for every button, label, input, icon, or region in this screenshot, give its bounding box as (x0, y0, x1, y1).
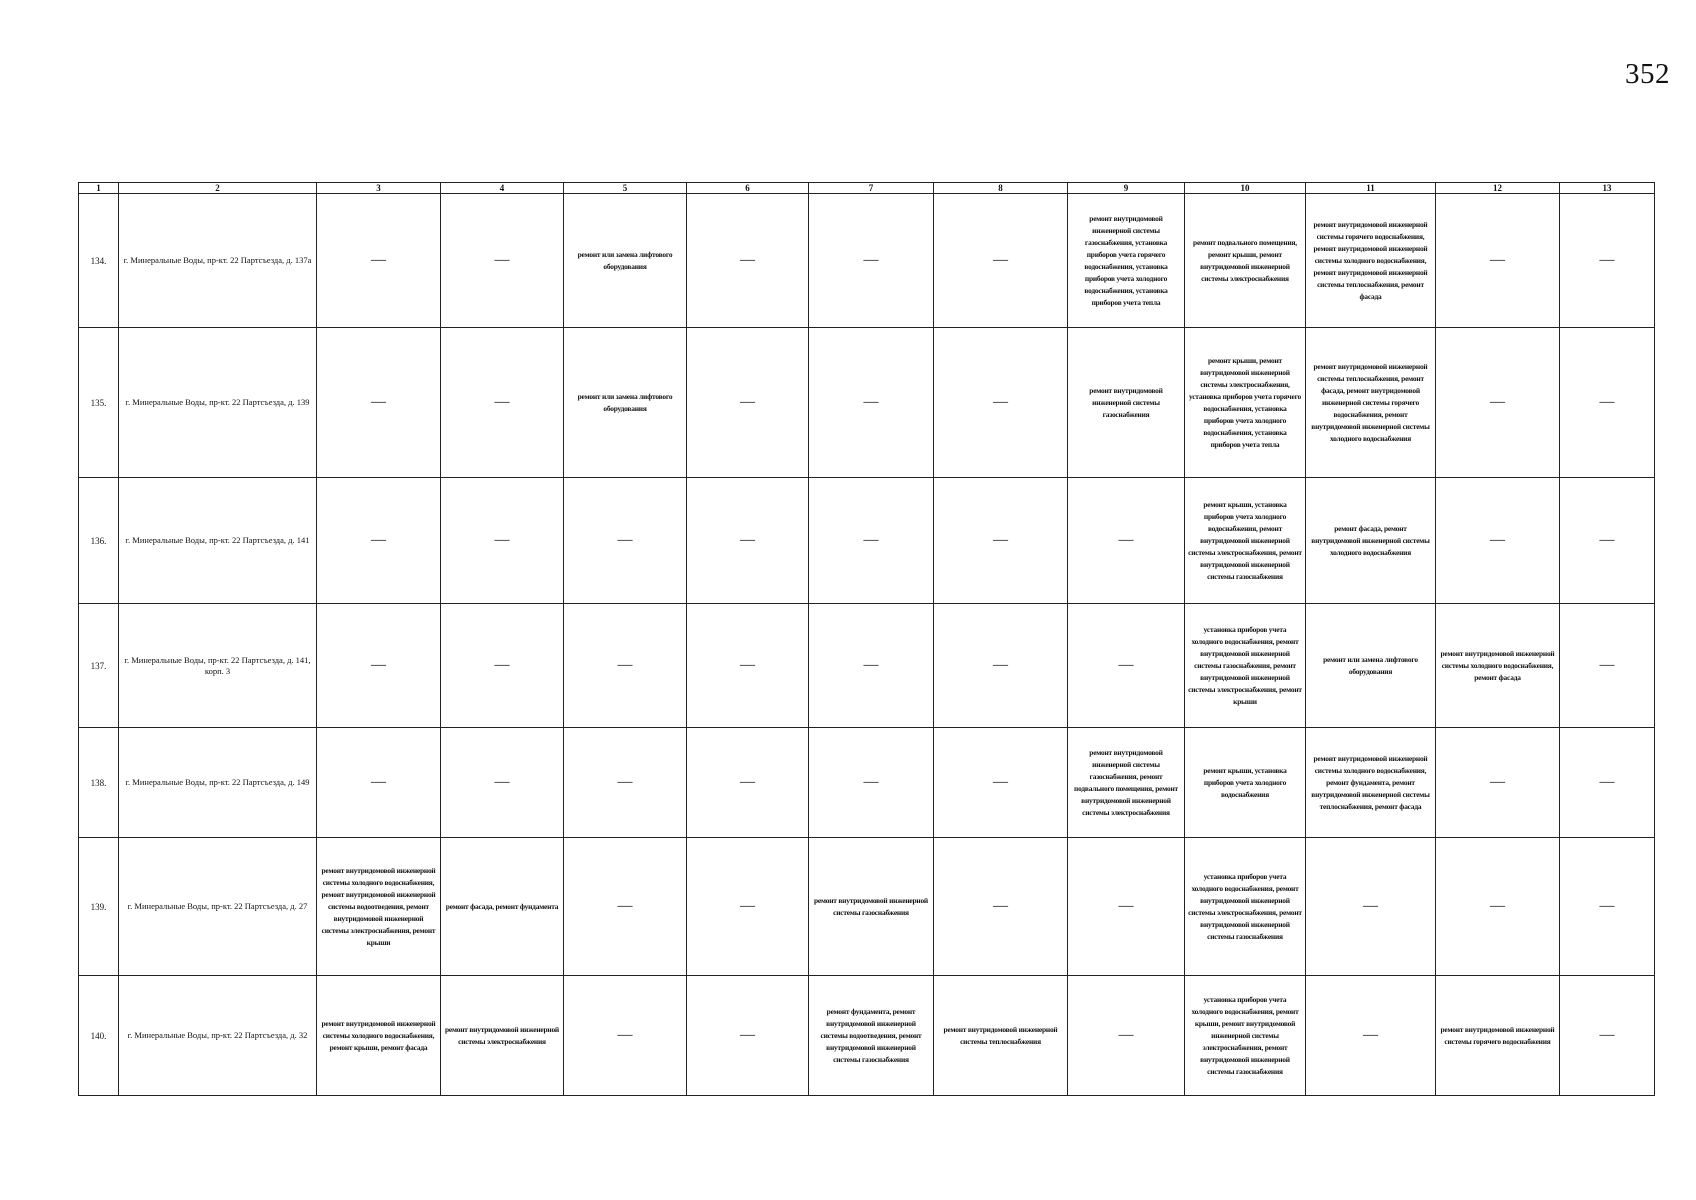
column-number-3: 3 (317, 183, 441, 194)
row-number: 137. (79, 604, 119, 728)
empty-cell-dash: — (1560, 194, 1655, 328)
repair-work-cell: ремонт внутридомовой инженерной системы холодного водоснабжения, ремонт фасада (1436, 604, 1560, 728)
building-address: г. Минеральные Воды, пр-кт. 22 Партсъезда, д. 32 (119, 976, 317, 1096)
repair-work-cell: ремонт внутридомовой инженерной системы холодного водоснабжения, ремонт фундамента, ремонт внутридомовой инженерной системы теплоснабжения, ремонт фасада (1306, 728, 1436, 838)
repair-work-cell: ремонт фасада, ремонт фундамента (441, 838, 564, 976)
column-number-6: 6 (687, 183, 809, 194)
empty-cell-dash: — (687, 838, 809, 976)
empty-cell-dash: — (441, 328, 564, 478)
column-number-7: 7 (809, 183, 934, 194)
column-number-8: 8 (934, 183, 1068, 194)
row-number: 134. (79, 194, 119, 328)
empty-cell-dash: — (1068, 838, 1185, 976)
empty-cell-dash: — (687, 728, 809, 838)
table-row (79, 604, 1655, 728)
repair-work-cell: ремонт крыши, установка приборов учета холодного водоснабжения, ремонт внутридомовой инженерной системы электроснабжения, ремонт внутридомовой инженерной системы газоснабжения (1185, 478, 1306, 604)
table-row (79, 478, 1655, 604)
empty-cell-dash: — (687, 976, 809, 1096)
repair-work-cell: ремонт внутридомовой инженерной системы теплоснабжения, ремонт фасада, ремонт внутридомовой инженерной системы горячего водоснабжения, ремонт внутридомовой инженерной системы холодного водоснабжения (1306, 328, 1436, 478)
empty-cell-dash: — (934, 728, 1068, 838)
empty-cell-dash: — (809, 194, 934, 328)
repair-work-cell: ремонт крыши, установка приборов учета холодного водоснабжения (1185, 728, 1306, 838)
repair-work-cell: ремонт внутридомовой инженерной системы газоснабжения (1068, 328, 1185, 478)
empty-cell-dash: — (1068, 976, 1185, 1096)
empty-cell-dash: — (1068, 604, 1185, 728)
repair-work-cell: ремонт внутридомовой инженерной системы газоснабжения (809, 838, 934, 976)
empty-cell-dash: — (1436, 838, 1560, 976)
empty-cell-dash: — (317, 194, 441, 328)
row-number: 139. (79, 838, 119, 976)
empty-cell-dash: — (1560, 976, 1655, 1096)
empty-cell-dash: — (1560, 838, 1655, 976)
repair-work-cell: установка приборов учета холодного водоснабжения, ремонт крыши, ремонт внутридомовой инженерной системы электроснабжения, ремонт внутридомовой инженерной системы газоснабжения (1185, 976, 1306, 1096)
repair-work-cell: ремонт внутридомовой инженерной системы теплоснабжения (934, 976, 1068, 1096)
table-row (79, 976, 1655, 1096)
empty-cell-dash: — (1560, 604, 1655, 728)
repair-work-cell: ремонт или замена лифтового оборудования (564, 328, 687, 478)
column-number-4: 4 (441, 183, 564, 194)
column-number-9: 9 (1068, 183, 1185, 194)
building-address: г. Минеральные Воды, пр-кт. 22 Партсъезда, д. 141 (119, 478, 317, 604)
empty-cell-dash: — (809, 604, 934, 728)
empty-cell-dash: — (809, 328, 934, 478)
repair-work-cell: ремонт фасада, ремонт внутридомовой инженерной системы холодного водоснабжения (1306, 478, 1436, 604)
table-row (79, 838, 1655, 976)
column-number-12: 12 (1436, 183, 1560, 194)
building-address: г. Минеральные Воды, пр-кт. 22 Партсъезда, д. 27 (119, 838, 317, 976)
empty-cell-dash: — (809, 728, 934, 838)
empty-cell-dash: — (1436, 478, 1560, 604)
repair-work-cell: ремонт внутридомовой инженерной системы газоснабжения, ремонт подвального помещения, ремонт внутридомовой инженерной системы электроснабжения (1068, 728, 1185, 838)
empty-cell-dash: — (687, 328, 809, 478)
page-number: 352 (1625, 58, 1670, 90)
repair-work-cell: ремонт внутридомовой инженерной системы горячего водоснабжения, ремонт внутридомовой инженерной системы холодного водоснабжения, ремонт внутридомовой инженерной системы теплоснабжения, ремонт фасада (1306, 194, 1436, 328)
column-number-row (79, 183, 1655, 194)
row-number: 135. (79, 328, 119, 478)
repair-work-cell: ремонт фундамента, ремонт внутридомовой инженерной системы водоотведения, ремонт внутридомовой инженерной системы газоснабжения (809, 976, 934, 1096)
building-address: г. Минеральные Воды, пр-кт. 22 Партсъезда, д. 149 (119, 728, 317, 838)
repair-work-cell: ремонт внутридомовой инженерной системы холодного водоснабжения, ремонт внутридомовой инженерной системы водоотведения, ремонт внутридомовой инженерной системы электроснабжения, ремонт крыши (317, 838, 441, 976)
column-number-2: 2 (119, 183, 317, 194)
table-body (79, 194, 1655, 1096)
empty-cell-dash: — (564, 728, 687, 838)
repair-work-cell: установка приборов учета холодного водоснабжения, ремонт внутридомовой инженерной системы газоснабжения, ремонт внутридомовой инженерной системы электроснабжения, ремонт крыши (1185, 604, 1306, 728)
building-address: г. Минеральные Воды, пр-кт. 22 Партсъезда, д. 139 (119, 328, 317, 478)
empty-cell-dash: — (934, 604, 1068, 728)
empty-cell-dash: — (934, 328, 1068, 478)
column-number-1: 1 (79, 183, 119, 194)
repair-work-cell: ремонт внутридомовой инженерной системы горячего водоснабжения (1436, 976, 1560, 1096)
repair-work-cell: ремонт внутридомовой инженерной системы газоснабжения, установка приборов учета горячего водоснабжения, установка приборов учета холодного водоснабжения, установка приборов учета тепла (1068, 194, 1185, 328)
empty-cell-dash: — (441, 194, 564, 328)
empty-cell-dash: — (441, 604, 564, 728)
empty-cell-dash: — (1560, 728, 1655, 838)
table-row (79, 328, 1655, 478)
table-row (79, 728, 1655, 838)
empty-cell-dash: — (317, 478, 441, 604)
empty-cell-dash: — (1560, 328, 1655, 478)
column-number-13: 13 (1560, 183, 1655, 194)
repair-work-cell: ремонт внутридомовой инженерной системы холодного водоснабжения, ремонт крыши, ремонт фасада (317, 976, 441, 1096)
empty-cell-dash: — (317, 728, 441, 838)
empty-cell-dash: — (441, 728, 564, 838)
empty-cell-dash: — (564, 838, 687, 976)
empty-cell-dash: — (1560, 478, 1655, 604)
empty-cell-dash: — (1306, 976, 1436, 1096)
empty-cell-dash: — (687, 478, 809, 604)
empty-cell-dash: — (934, 194, 1068, 328)
empty-cell-dash: — (317, 328, 441, 478)
empty-cell-dash: — (687, 604, 809, 728)
column-number-11: 11 (1306, 183, 1436, 194)
empty-cell-dash: — (687, 194, 809, 328)
empty-cell-dash: — (317, 604, 441, 728)
empty-cell-dash: — (564, 604, 687, 728)
repair-work-cell: ремонт крыши, ремонт внутридомовой инженерной системы электроснабжения, установка приборов учета горячего водоснабжения, установка приборов учета холодного водоснабжения, установка приборов учета тепла (1185, 328, 1306, 478)
column-number-5: 5 (564, 183, 687, 194)
capital-repair-table (78, 182, 1655, 1096)
building-address: г. Минеральные Воды, пр-кт. 22 Партсъезда, д. 141, корп. 3 (119, 604, 317, 728)
repair-work-cell: ремонт подвального помещения, ремонт крыши, ремонт внутридомовой инженерной системы электроснабжения (1185, 194, 1306, 328)
table-row (79, 194, 1655, 328)
row-number: 140. (79, 976, 119, 1096)
empty-cell-dash: — (934, 838, 1068, 976)
repair-work-cell: ремонт или замена лифтового оборудования (1306, 604, 1436, 728)
empty-cell-dash: — (564, 976, 687, 1096)
repair-work-cell: ремонт или замена лифтового оборудования (564, 194, 687, 328)
row-number: 136. (79, 478, 119, 604)
empty-cell-dash: — (1436, 728, 1560, 838)
empty-cell-dash: — (564, 478, 687, 604)
empty-cell-dash: — (1306, 838, 1436, 976)
empty-cell-dash: — (809, 478, 934, 604)
row-number: 138. (79, 728, 119, 838)
building-address: г. Минеральные Воды, пр-кт. 22 Партсъезда, д. 137а (119, 194, 317, 328)
empty-cell-dash: — (1068, 478, 1185, 604)
empty-cell-dash: — (934, 478, 1068, 604)
empty-cell-dash: — (441, 478, 564, 604)
repair-work-cell: установка приборов учета холодного водоснабжения, ремонт внутридомовой инженерной системы электроснабжения, ремонт внутридомовой инженерной системы газоснабжения (1185, 838, 1306, 976)
empty-cell-dash: — (1436, 328, 1560, 478)
column-number-10: 10 (1185, 183, 1306, 194)
repair-work-cell: ремонт внутридомовой инженерной системы электроснабжения (441, 976, 564, 1096)
empty-cell-dash: — (1436, 194, 1560, 328)
